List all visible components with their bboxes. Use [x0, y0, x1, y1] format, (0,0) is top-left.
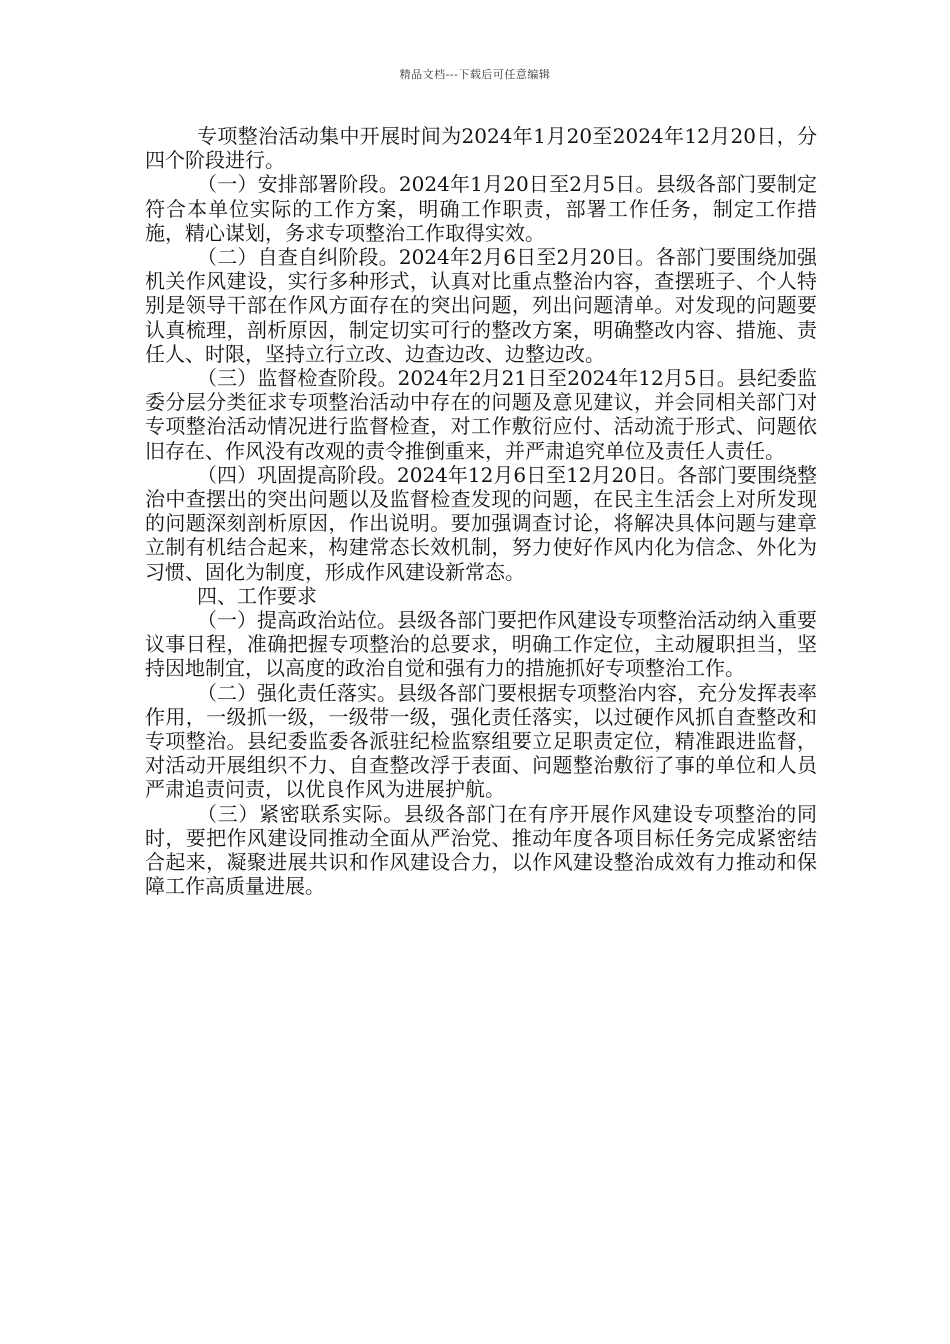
section-heading-work-requirements: 四、工作要求	[197, 583, 317, 608]
paragraph-requirement-1: （一）提高政治站位。县级各部门要把作风建设专项整治活动纳入重要议事日程，准确把握专项整治的总要求，明确工作定位，主动履职担当，坚持因地制宜，以高度的政治自觉和强有力的措施抓好专项整治工作。	[145, 608, 817, 681]
paragraph-intro: 专项整治活动集中开展时间为2024年1月20至2024年12月20日，分四个阶段进行。	[145, 124, 817, 173]
paragraph-stage-1: （一）安排部署阶段。2024年1月20日至2月5日。县级各部门要制定符合本单位实际的工作方案，明确工作职责，部署工作任务，制定工作措施，精心谋划，务求专项整治工作取得实效。	[145, 172, 817, 245]
page-header: 精品文档---下载后可任意编辑	[399, 68, 551, 81]
paragraph-stage-4: （四）巩固提高阶段。2024年12月6日至12月20日。各部门要围绕整治中查摆出的突出问题以及监督检查发现的问题，在民主生活会上对所发现的问题深刻剖析原因，作出说明。要加强调查讨论，将解决具体问题与建章立制有机结合起来，构建常态长效机制，努力使好作风内化为信念、外化为习惯、固化为制度，形成作风建设新常态。	[145, 462, 817, 584]
document-body	[145, 124, 817, 899]
paragraph-requirement-3: （三）紧密联系实际。县级各部门在有序开展作风建设专项整治的同时，要把作风建设同推动全面从严治党、推动年度各项目标任务完成紧密结合起来，凝聚进展共识和作风建设合力，以作风建设整治成效有力推动和保障工作高质量进展。	[145, 801, 817, 899]
paragraph-stage-3: （三）监督检查阶段。2024年2月21日至2024年12月5日。县纪委监委分层分类征求专项整治活动中存在的问题及意见建议，并会同相关部门对专项整治活动情况进行监督检查，对工作敷衍应付、活动流于形式、问题依旧存在、作风没有改观的责令推倒重来，并严肃追究单位及责任人责任。	[145, 366, 817, 463]
paragraph-stage-2: （二）自查自纠阶段。2024年2月6日至2月20日。各部门要围绕加强机关作风建设，实行多种形式，认真对比重点整治内容，查摆班子、个人特别是领导干部在作风方面存在的突出问题，列出问题清单。对发现的问题要认真梳理，剖析原因，制定切实可行的整改方案，明确整改内容、措施、责任人、时限，坚持立行立改、边查边改、边整边改。	[145, 245, 817, 366]
paragraph-requirement-2: （二）强化责任落实。县级各部门要根据专项整治内容，充分发挥表率作用，一级抓一级，一级带一级，强化责任落实，以过硬作风抓自查整改和专项整治。县纪委监委各派驻纪检监察组要立足职责定位，精准跟进监督，对活动开展组织不力、自查整改浮于表面、问题整治敷衍了事的单位和人员严肃追责问责，以优良作风为进展护航。	[145, 680, 817, 802]
